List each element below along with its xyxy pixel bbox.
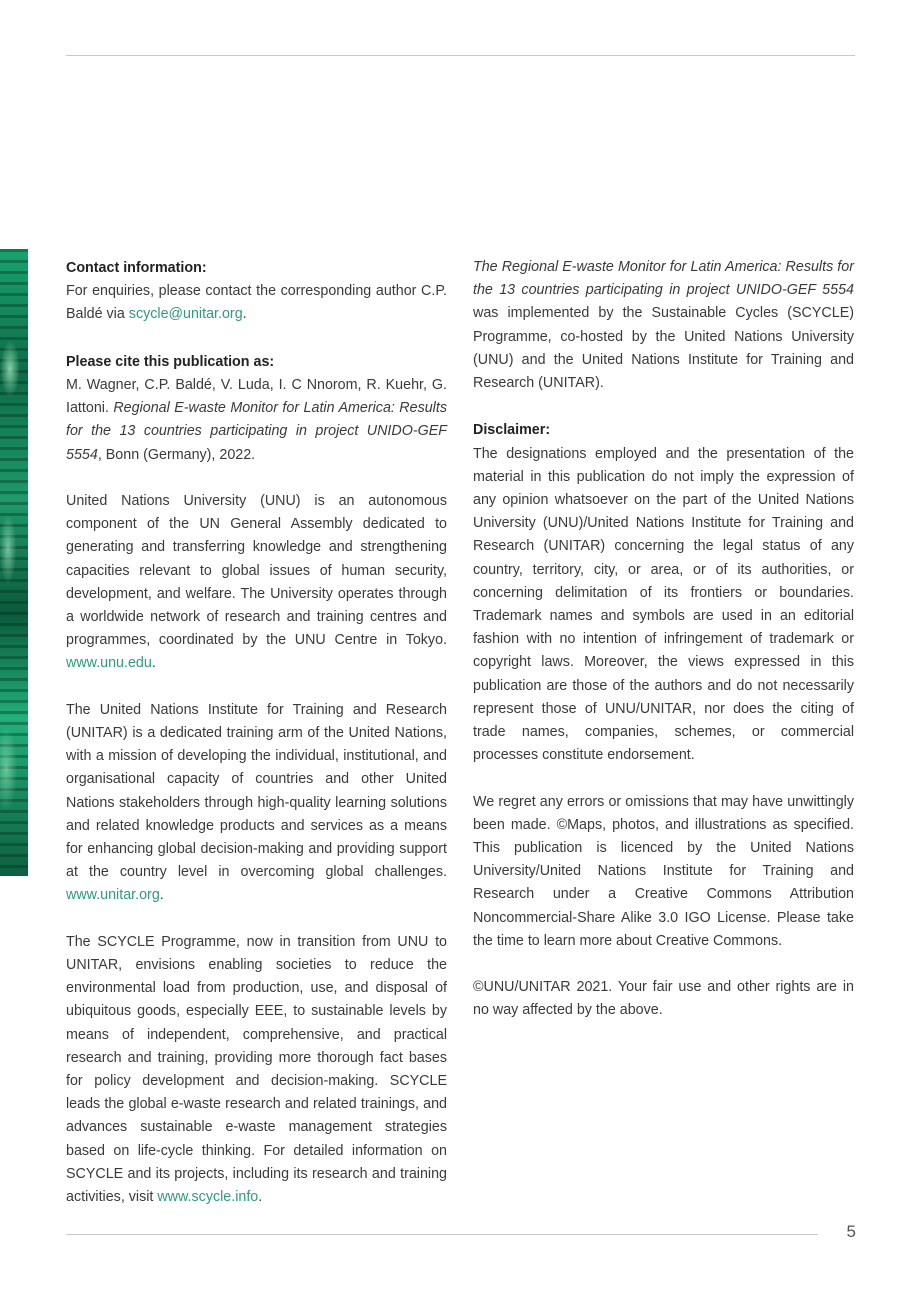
implementation-paragraph: The Regional E-waste Monitor for Latin America: Results for the 13 countries participating in project UNIDO-GEF 5554 was implemented by the Sustainable Cycles (SCYCLE) Programme, co-hosted by the United Nations University (UNU) and the United Nations Institute for Training and Research (UNITAR).	[473, 259, 854, 392]
scycle-link[interactable]: www.scycle.info	[157, 1189, 259, 1206]
unitar-paragraph: The United Nations Institute for Training and Research (UNITAR) is a dedicated training arm of the United Nations, with a mission of developing the individual, institutional, and organisational capacity of countries and other United Nations stakeholders through high-quality learning solutions and related knowledge products and services as a means for enhancing global decision-making and providing support at the country level in overcoming global challenges. www.unitar.org.	[66, 701, 447, 904]
right-column	[473, 256, 854, 1046]
disclaimer-heading: Disclaimer:	[473, 422, 551, 439]
left-column	[66, 256, 447, 1232]
unitar-link[interactable]: www.unitar.org	[66, 887, 160, 904]
citation-title: Regional E-waste Monitor for Latin America: Results for the 13 countries participating in project UNIDO-GEF 5554	[66, 400, 447, 463]
contact-email-link[interactable]: scycle@unitar.org	[128, 306, 243, 323]
unu-paragraph: United Nations University (UNU) is an autonomous component of the UN General Assembly dedicated to generating and transferring knowledge and strengthening capacities relevant to global issues of human security, development, and welfare. The University operates through a worldwide network of research and training centres and programmes, coordinated by the UNU Centre in Tokyo. www.unu.edu.	[66, 493, 447, 672]
contact-paragraph: For enquiries, please contact the corresponding author C.P. Baldé via scycle@unitar.org.	[66, 283, 447, 323]
regret-paragraph: We regret any errors or omissions that may have unwittingly been made. ©Maps, photos, and illustrations as specified. This publication is licenced by the United Nations University/United Nations Institute for Training and Research under a Creative Commons Attribution Noncommercial-Share Alike 3.0 IGO License. Please take the time to learn more about Creative Commons.	[473, 793, 854, 949]
scycle-paragraph: The SCYCLE Programme, now in transition from UNU to UNITAR, envisions enabling societies to reduce the environmental load from production, use, and disposal of ubiquitous goods, especially EEE, to sustainable levels by means of independent, comprehensive, and practical research and training, providing more thorough fact bases for policy development and decision-making. SCYCLE leads the global e-waste research and related trainings, and advances sustainable e-waste management strategies based on life-cycle thinking. For detailed information on SCYCLE and its projects, including its research and training activities, visit www.scycle.info.	[66, 933, 447, 1206]
footer-rule	[66, 1234, 818, 1235]
implementation-title: The Regional E-waste Monitor for Latin America: Results for the 13 countries participating in project UNIDO-GEF 5554	[473, 259, 854, 299]
circuit-board-photo-strip	[0, 249, 28, 876]
citation-paragraph: M. Wagner, C.P. Baldé, V. Luda, I. C Nnorom, R. Kuehr, G. Iattoni. Regional E-waste Monitor for Latin America: Results for the 13 countries participating in project UNIDO-GEF 5554, Bonn (Germany), 2022.	[66, 377, 447, 463]
contact-heading: Contact information:	[66, 260, 207, 276]
unu-link[interactable]: www.unu.edu	[66, 655, 152, 672]
header-rule	[66, 55, 855, 56]
disclaimer-paragraph: The designations employed and the presentation of the material in this publication do not imply the expression of any opinion whatsoever on the part of the United Nations University (UNU)/United Nations Institute for Training and Research (UNITAR) concerning the legal status of any country, territory, city, or area, or of its authorities, or concerning delimitation of its frontiers or boundaries. Trademark names and symbols are used in an editorial fashion with no intention of infringement of trademark or copyright laws. Moreover, the views expressed in this publication are those of the authors and do not necessarily represent those of UNU/UNITAR, nor does the citing of trade names, companies, schemes, or commercial processes constitute endorsement.	[473, 445, 854, 764]
citation-heading: Please cite this publication as:	[66, 353, 275, 370]
copyright-paragraph: ©UNU/UNITAR 2021. Your fair use and other rights are in no way affected by the above.	[473, 979, 854, 1019]
page-number: 5	[846, 1222, 856, 1241]
